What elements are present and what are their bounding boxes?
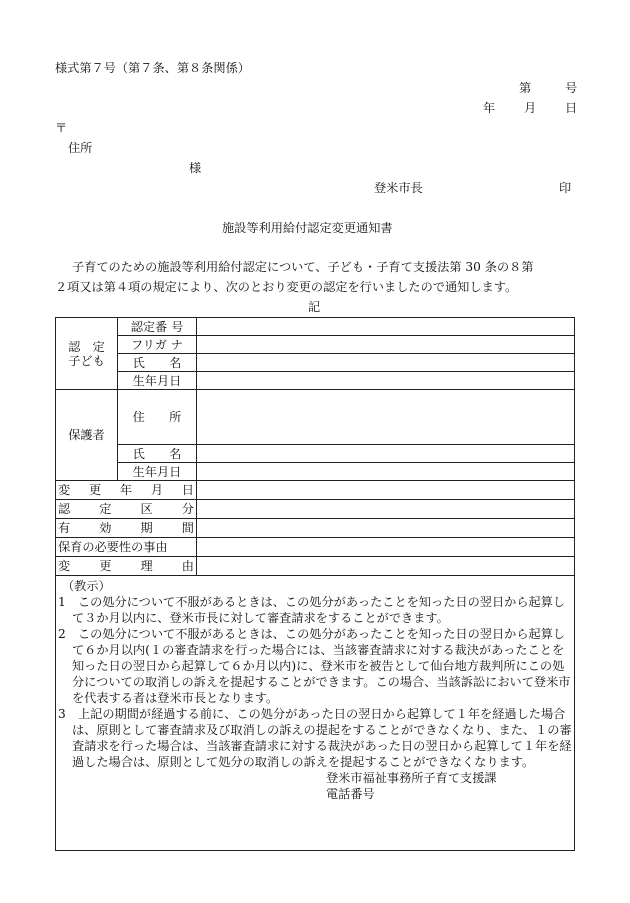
valid-period-label: 有効期間 [58,521,194,535]
cert-category-label-cell [56,500,197,519]
child-name-value[interactable] [197,354,575,372]
child-name-label: 氏 名 [118,354,197,372]
instructions-cell [56,576,575,851]
child-kana-value[interactable] [197,336,575,354]
change-date-label-cell [56,481,197,500]
document-title: 施設等利用給付認定変更通知書 [222,221,393,235]
guardian-birth-value[interactable] [197,463,575,481]
child-group-line-1: 認 定 [68,339,105,354]
valid-period-value[interactable] [197,519,575,538]
notification-table [55,317,575,851]
date-year-label: 年 [483,101,496,115]
change-date-label: 変更年月日 [58,483,194,497]
table-row [56,538,575,557]
instruction-item-1 [58,594,572,626]
table-row [56,557,575,576]
table-row [56,463,575,481]
cert-category-label: 認定区分 [58,502,194,516]
child-cert-number-label: 認定番 号 [118,318,197,336]
issuer-name: 登米市長 [374,181,423,195]
table-row [56,372,575,390]
table-row [56,481,575,500]
instructions-header: （教示） [62,579,111,593]
instruction-item-2 [58,626,572,706]
table-row [56,576,575,851]
change-reason-value[interactable] [197,557,575,576]
table-row [56,336,575,354]
body-text-line-2: ２項又は第４項の規定により、次のとおり変更の認定を行いましたので通知します。 [55,280,518,294]
ki-heading: 記 [308,300,321,314]
change-reason-label: 変更理由 [58,559,194,573]
honorific: 様 [189,161,202,175]
instruction-text-2: この処分について不服があるときは、この処分があったことを知った日の翌日から起算して６か月以内(１の審査請求を行った場合には、当該審査請求に対する裁決があったことを知った日の翌日から起算して６か月以内)に、登米市を被告として仙台地方裁判所にこの処分についての取消しの訴えを提起することができます。この場合、当該訴訟において登米市を代表する者は登米市長となります。 [72,627,571,705]
child-birth-value[interactable] [197,372,575,390]
guardian-birth-label: 生年月日 [118,463,197,481]
table-row [56,500,575,519]
table-row [56,318,575,336]
table-row [56,445,575,463]
change-reason-label-cell [56,557,197,576]
guardian-name-value[interactable] [197,445,575,463]
address-label: 住所 [68,141,93,155]
office-name: 登米市福祉事務所子育て支援課 [326,771,497,785]
instruction-item-3 [58,706,572,770]
instruction-text-1: この処分について不服があるときは、この処分があったことを知った日の翌日から起算して３か月以内に、登米市長に対して審査請求をすることができます。 [72,595,566,625]
instruction-number-2: 2 [58,627,66,641]
body-text-line-1: 子育てのための施設等利用給付認定について、子ども・子育て支援法第 30 条の８第 [72,260,534,274]
child-birth-label: 生年月日 [118,372,197,390]
valid-period-label-cell [56,519,197,538]
child-cert-number-value[interactable] [197,318,575,336]
instruction-text-3: 上記の期間が経過する前に、この処分があった日の翌日から起算して１年を経過した場合は、原則として審査請求及び取消しの訴えの提起をすることができなくなり、また、１の審査請求を行った場合は、当該審査請求に対する裁決があった日の翌日から起算して１年を経過した場合は、原則として処分の取消しの訴えを提起することができなくなります。 [72,707,572,769]
phone-label: 電話番号 [326,787,375,801]
date-month-label: 月 [524,101,537,115]
seal-mark: 印 [559,181,572,195]
form-number: 様式第７号（第７条、第８条関係） [55,61,250,75]
doc-number-dai: 第 [519,81,532,95]
table-row [56,519,575,538]
table-row [56,354,575,372]
child-kana-label: フリガ ナ [118,336,197,354]
care-reason-value[interactable] [197,538,575,557]
date-day-label: 日 [565,101,578,115]
guardian-name-label: 氏 名 [118,445,197,463]
child-group-line-2: 子ども [68,353,105,368]
table-row [56,390,575,445]
guardian-address-value[interactable] [197,390,575,445]
postal-mark: 〒 [55,121,68,135]
guardian-group-label: 保護者 [56,390,118,481]
doc-number-go: 号 [565,81,578,95]
change-date-value[interactable] [197,481,575,500]
instruction-number-3: 3 [58,707,66,721]
guardian-address-label: 住 所 [118,390,197,445]
cert-category-value[interactable] [197,500,575,519]
child-group-cell [56,318,118,390]
care-reason-label: 保育の必要性の事由 [56,538,197,557]
instruction-number-1: 1 [58,595,66,609]
